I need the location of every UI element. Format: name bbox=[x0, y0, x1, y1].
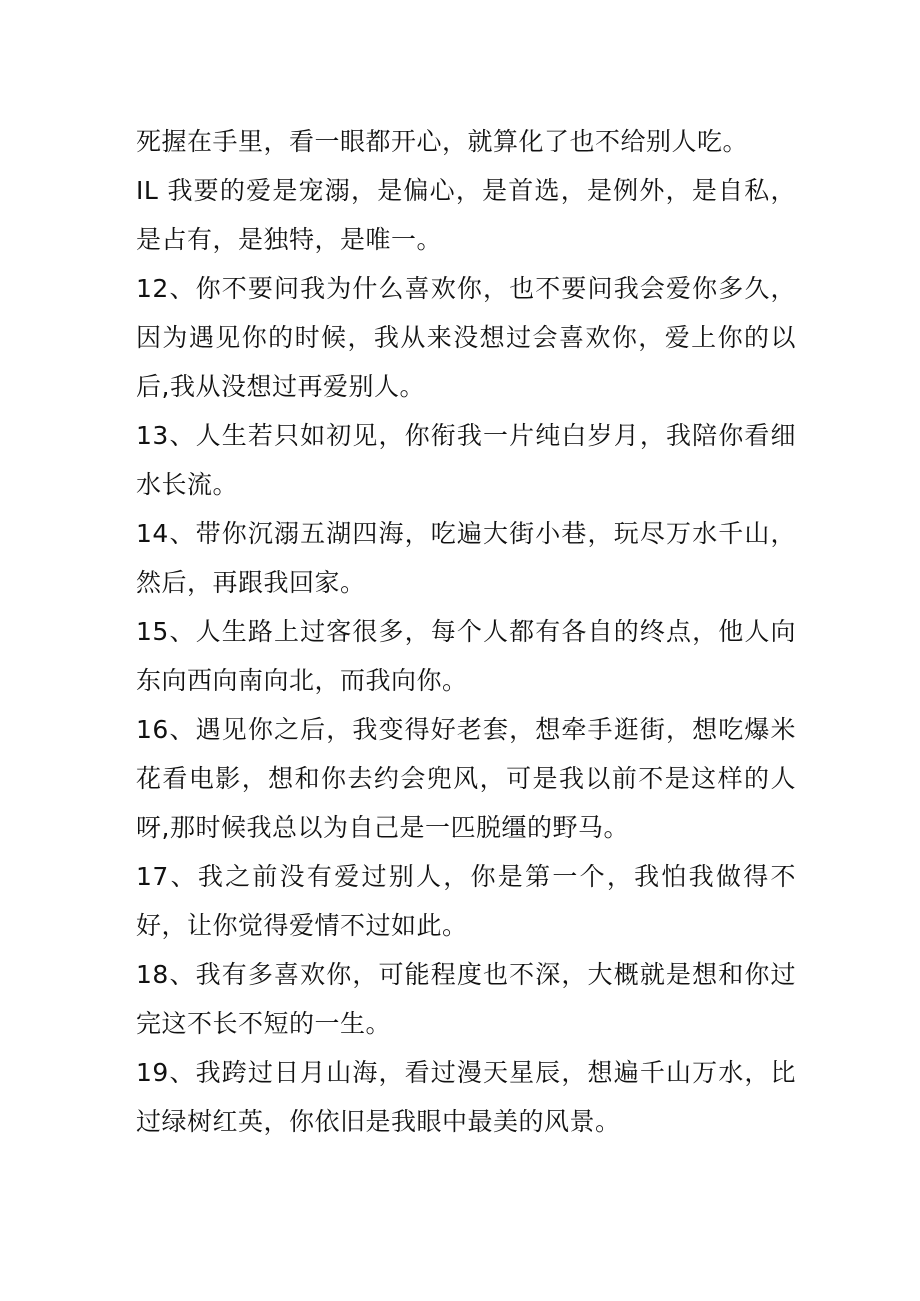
paragraph-12: 12、你不要问我为什么喜欢你，也不要问我会爱你多久，因为遇见你的时候，我从来没想过会喜欢你，爱上你的以后,我从没想过再爱别人。 bbox=[136, 274, 796, 401]
paragraph-13: 13、人生若只如初见，你衔我一片纯白岁月，我陪你看细水长流。 bbox=[136, 421, 796, 499]
paragraph-19: 19、我跨过日月山海，看过漫天星辰，想遍千山万水，比过绿树红英，你依旧是我眼中最美的风景。 bbox=[136, 1058, 796, 1136]
paragraph-18: 18、我有多喜欢你，可能程度也不深，大概就是想和你过完这不长不短的一生。 bbox=[136, 960, 796, 1038]
paragraph-16: 16、遇见你之后，我变得好老套，想牵手逛街，想吃爆米花看电影，想和你去约会兜风，可是我以前不是这样的人呀,那时候我总以为自己是一匹脱缰的野马。 bbox=[136, 715, 796, 842]
paragraph-15: 15、人生路上过客很多，每个人都有各自的终点，他人向东向西向南向北，而我向你。 bbox=[136, 617, 796, 695]
paragraph-17: 17、我之前没有爱过别人，你是第一个，我怕我做得不好，让你觉得爱情不过如此。 bbox=[136, 862, 796, 940]
paragraph-11: IL 我要的爱是宠溺，是偏心，是首选，是例外，是自私，是占有，是独特，是唯一。 bbox=[136, 176, 796, 254]
document-page bbox=[136, 117, 796, 1146]
paragraph-14: 14、带你沉溺五湖四海，吃遍大街小巷，玩尽万水千山，然后，再跟我回家。 bbox=[136, 519, 796, 597]
paragraph-continuation: 死握在手里，看一眼都开心，就算化了也不给别人吃。 bbox=[136, 127, 749, 156]
